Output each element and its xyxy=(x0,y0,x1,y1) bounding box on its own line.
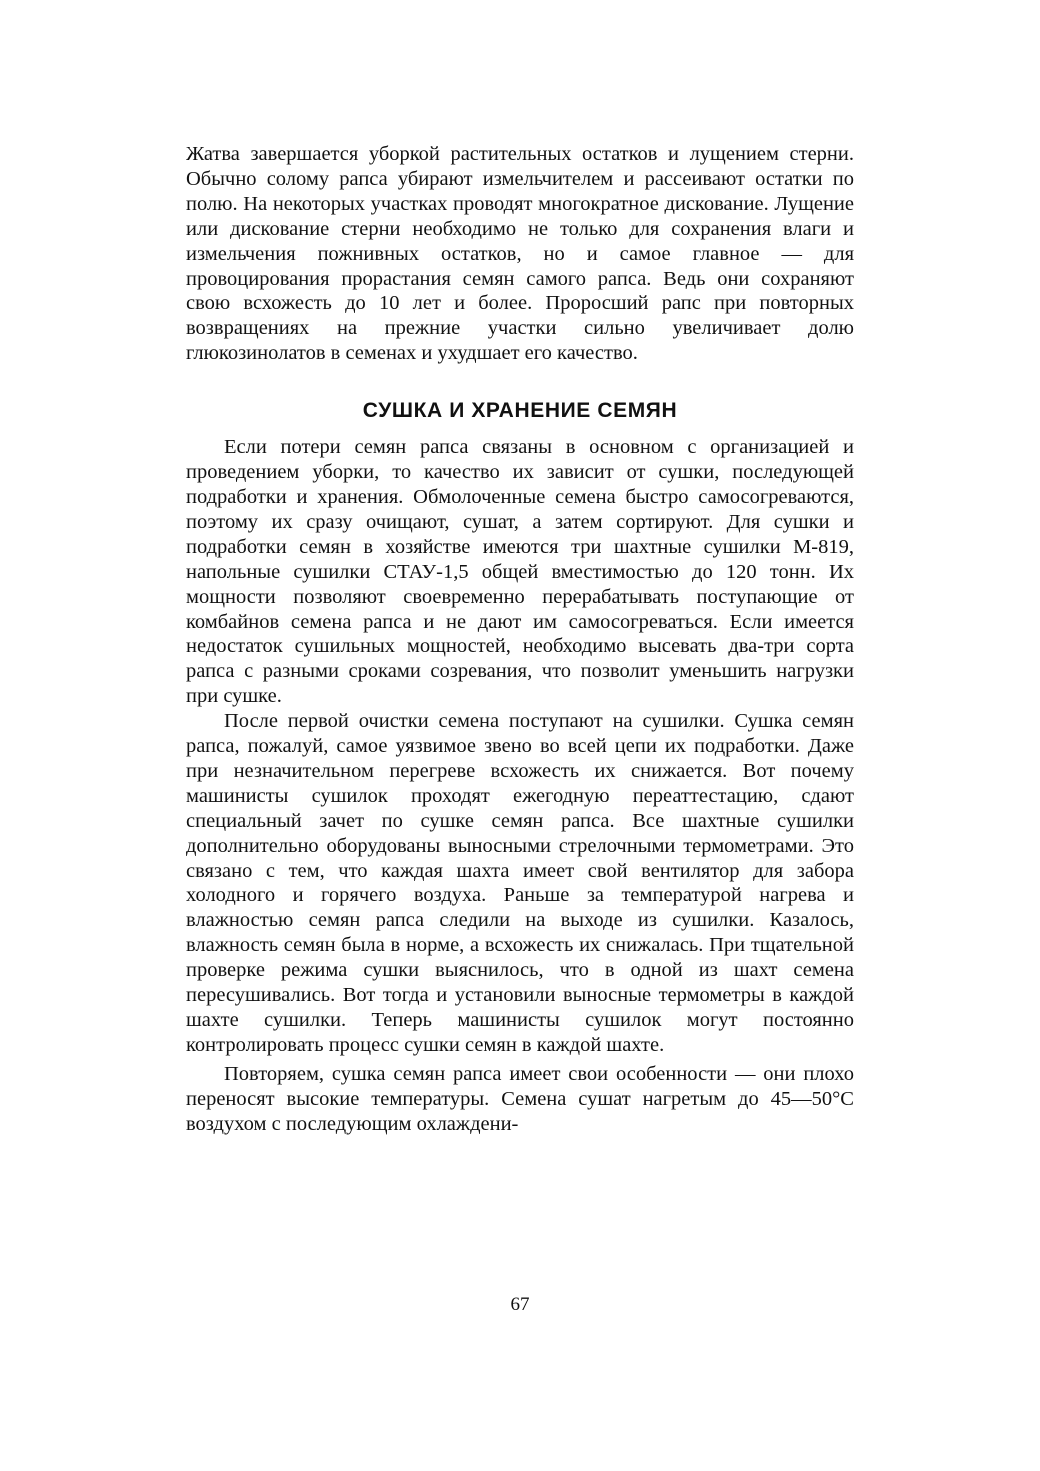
paragraph-drying-temperature: Повторяем, сушка семян рапса имеет свои особенности — они плохо переносят высокие температуры. Семена сушат нагретым до 45—50°С воздухом с последующим охлаждени- xyxy=(186,1062,854,1135)
paragraph-harvest-completion: Жатва завершается уборкой растительных остатков и лущением стерни. Обычно солому рапса убирают измельчителем и рассеивают остатки по полю. На некоторых участках проводят многократное дискование. Лущение или дискование стерни необходимо не только для сохранения влаги и измельчения пожнивных остатков, но и самое главное — для провоцирования прорастания семян самого рапса. Ведь они сохраняют свою всхожесть до 10 лет и более. Проросший рапс при повторных возвращениях на прежние участки сильно увеличивает долю глюкозинолатов в семенах и ухудшает его качество. xyxy=(186,143,854,365)
paragraph-drying-process: После первой очистки семена поступают на сушилки. Сушка семян рапса, пожалуй, самое уязвимое звено во всей цепи их подработки. Даже при незначительном перегреве всхожесть их снижается. Вот почему машинисты сушилок проходят ежегодную переаттестацию, сдают специальный зачет по сушке семян рапса. Все шахтные сушилки дополнительно оборудованы выносными стрелочными термометрами. Это связано с тем, что каждая шахта имеет свой вентилятор для забора холодного и горячего воздуха. Раньше за температурой нагрева и влажностью семян рапса следили на выходе из сушилки. Казалось, влажность семян была в норме, а всхожесть их снижалась. При тщательной проверке режима сушки выяснилось, что в одной из шахт семена пересушивались. Вот тогда и установили выносные термометры в каждой шахте сушилки. Теперь машинисты сушилок могут постоянно контролировать процесс сушки семян в каждой шахте. xyxy=(186,710,854,1056)
paragraph-seed-losses: Если потери семян рапса связаны в основном с организацией и проведением уборки, то качество их зависит от сушки, последующей подработки и хранения. Обмолоченные семена быстро самосогреваются, поэтому их сразу очищают, сушат, а затем сортируют. Для сушки и подработки семян в хозяйстве имеются три шахтные сушилки М-819, напольные сушилки СТАУ-1,5 общей вместимостью до 120 тонн. Их мощности позволяют своевременно перерабатывать поступающие от комбайнов семена рапса и не дают им самосогреваться. Если имеется недостаток сушильных мощностей, необходимо высевать два-три сорта рапса с разными сроками созревания, что позволит уменьшить нагрузки при сушке. xyxy=(186,436,854,708)
page-text-block xyxy=(186,142,854,1137)
page-number: 67 xyxy=(510,1294,530,1315)
section-heading: СУШКА И ХРАНЕНИЕ СЕМЯН xyxy=(362,399,678,423)
